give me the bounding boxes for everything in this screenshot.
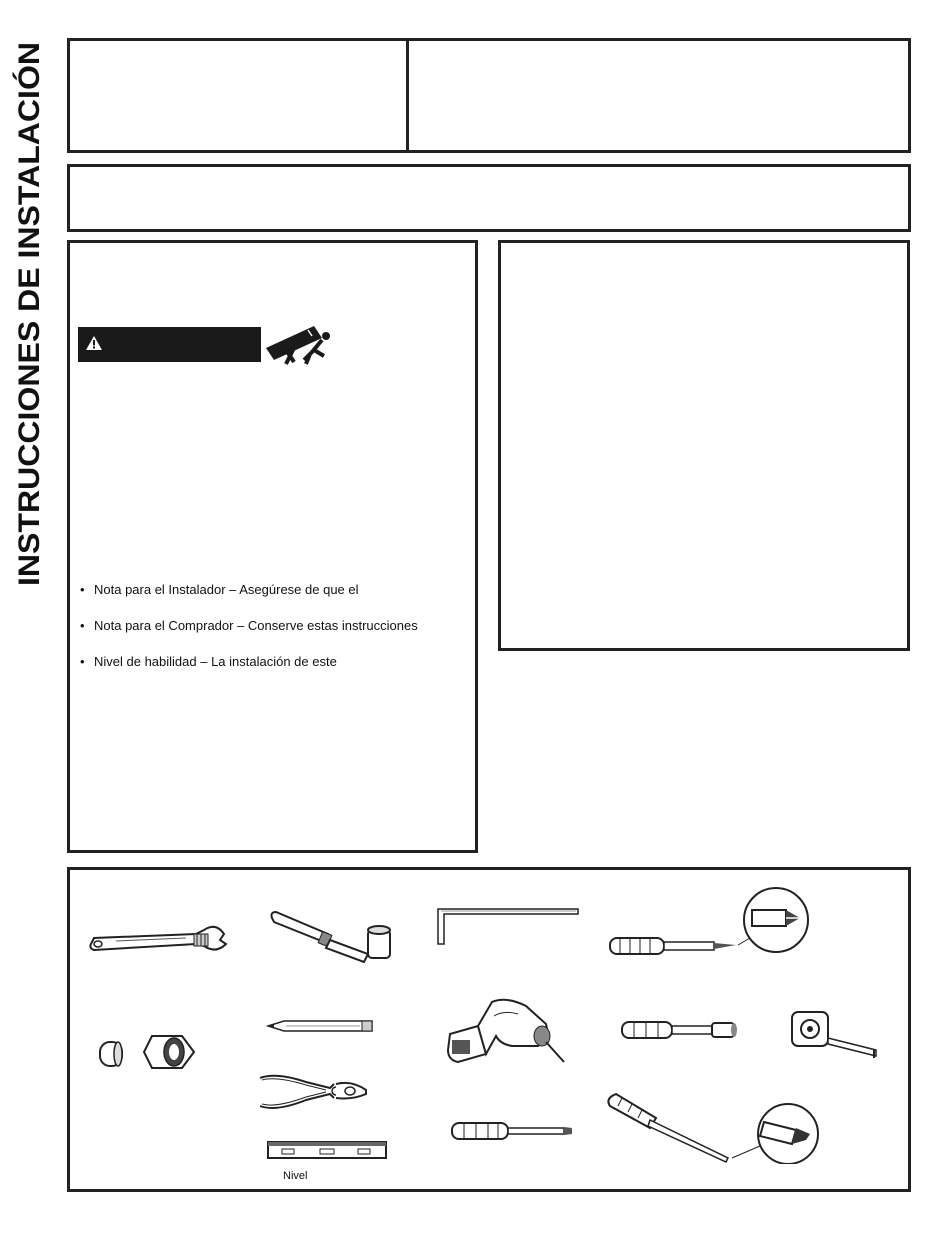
level-label: Nivel — [283, 1170, 308, 1182]
header-divider — [406, 41, 409, 150]
notes-list — [78, 582, 418, 690]
title-bar-box — [67, 164, 911, 232]
torx-screwdriver-icon — [604, 1090, 820, 1164]
pliers-icon — [256, 1070, 370, 1114]
level-icon — [266, 1138, 390, 1162]
compression-fittings-icon — [96, 1030, 200, 1074]
warning-triangle-icon — [86, 336, 102, 350]
cordless-drill-icon — [442, 996, 568, 1068]
tip-over-hazard-icon — [264, 324, 338, 368]
allen-wrench-icon — [436, 906, 580, 946]
phillips-screwdriver-icon — [606, 886, 812, 958]
side-title — [4, 40, 48, 588]
nut-driver-icon — [268, 908, 394, 966]
side-title-text: INSTRUCCIONES DE INSTALACIÓN — [13, 76, 46, 586]
list-item: • Nota para el Comprador – Conserve estas instrucciones — [78, 618, 418, 654]
tape-measure-icon — [788, 1008, 880, 1060]
warning-label — [78, 327, 261, 362]
socket-driver-icon — [620, 1018, 740, 1042]
flat-screwdriver-icon — [450, 1120, 574, 1142]
list-item: • Nivel de habilidad – La instalación de este — [78, 654, 418, 690]
adjustable-wrench-icon — [86, 916, 232, 960]
info-panel — [498, 240, 910, 651]
pencil-icon — [266, 1018, 378, 1034]
list-item: • Nota para el Instalador – Asegúrese de que el — [78, 582, 418, 618]
header-box — [67, 38, 911, 153]
